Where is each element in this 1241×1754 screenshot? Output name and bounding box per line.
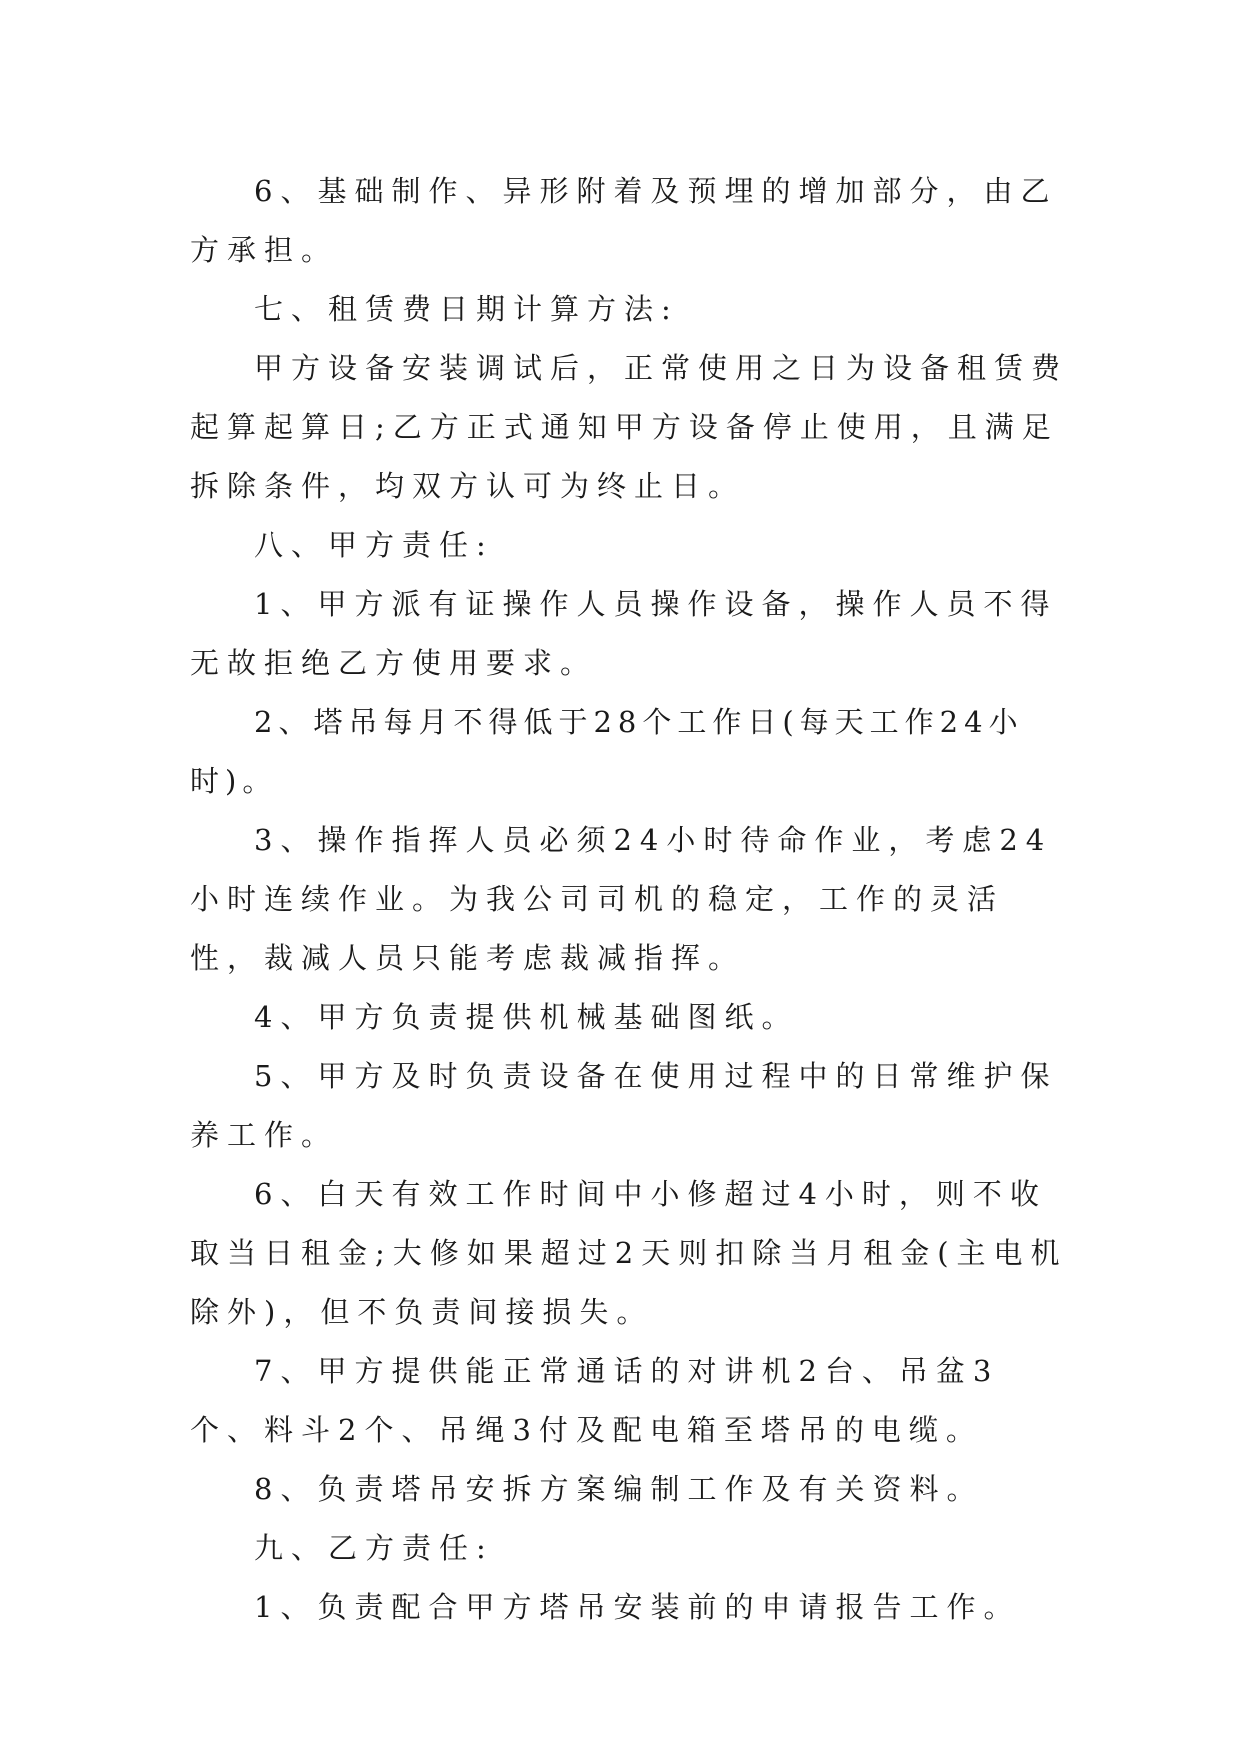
section-heading-party-a-responsibilities: 八、甲方责任: — [254, 528, 494, 562]
paragraph-party-a-item-5: 5、甲方及时负责设备在使用过程中的日常维护保养工作。 — [190, 1059, 1058, 1152]
paragraph-party-a-item-1: 1、甲方派有证操作人员操作设备，操作人员不得无故拒绝乙方使用要求。 — [190, 587, 1058, 680]
paragraph-rental-date-rule: 甲方设备安装调试后，正常使用之日为设备租赁费起算起算日;乙方正式通知甲方设备停止使用，且满足拆除条件，均双方认可为终止日。 — [190, 351, 1069, 503]
paragraph-party-b-item-1: 1、负责配合甲方塔吊安装前的申请报告工作。 — [254, 1590, 1021, 1624]
paragraph-party-a-item-8: 8、负责塔吊安拆方案编制工作及有关资料。 — [254, 1472, 984, 1506]
section-heading-party-b-responsibilities: 九、乙方责任: — [254, 1531, 494, 1565]
paragraph-party-a-item-2: 2、塔吊每月不得低于28个工作日(每天工作24小时)。 — [190, 705, 1024, 798]
paragraph-party-a-item-3: 3、操作指挥人员必须24小时待命作业，考虑24小时连续作业。为我公司司机的稳定，工作的灵活性，裁减人员只能考虑裁减指挥。 — [190, 823, 1053, 975]
paragraph-party-a-item-4: 4、甲方负责提供机械基础图纸。 — [254, 1000, 799, 1034]
paragraph-item-6-foundation: 6、基础制作、异形附着及预埋的增加部分，由乙方承担。 — [190, 174, 1058, 267]
paragraph-party-a-item-7: 7、甲方提供能正常通话的对讲机2台、吊盆3个、料斗2个、吊绳3付及配电箱至塔吊的电缆。 — [190, 1354, 1000, 1447]
document-body — [190, 162, 1070, 1637]
section-heading-rental-date-calculation: 七、租赁费日期计算方法: — [254, 292, 679, 326]
paragraph-party-a-item-6: 6、白天有效工作时间中小修超过4小时，则不收取当日租金;大修如果超过2天则扣除当月租金(主电机除外)，但不负责间接损失。 — [190, 1177, 1068, 1329]
